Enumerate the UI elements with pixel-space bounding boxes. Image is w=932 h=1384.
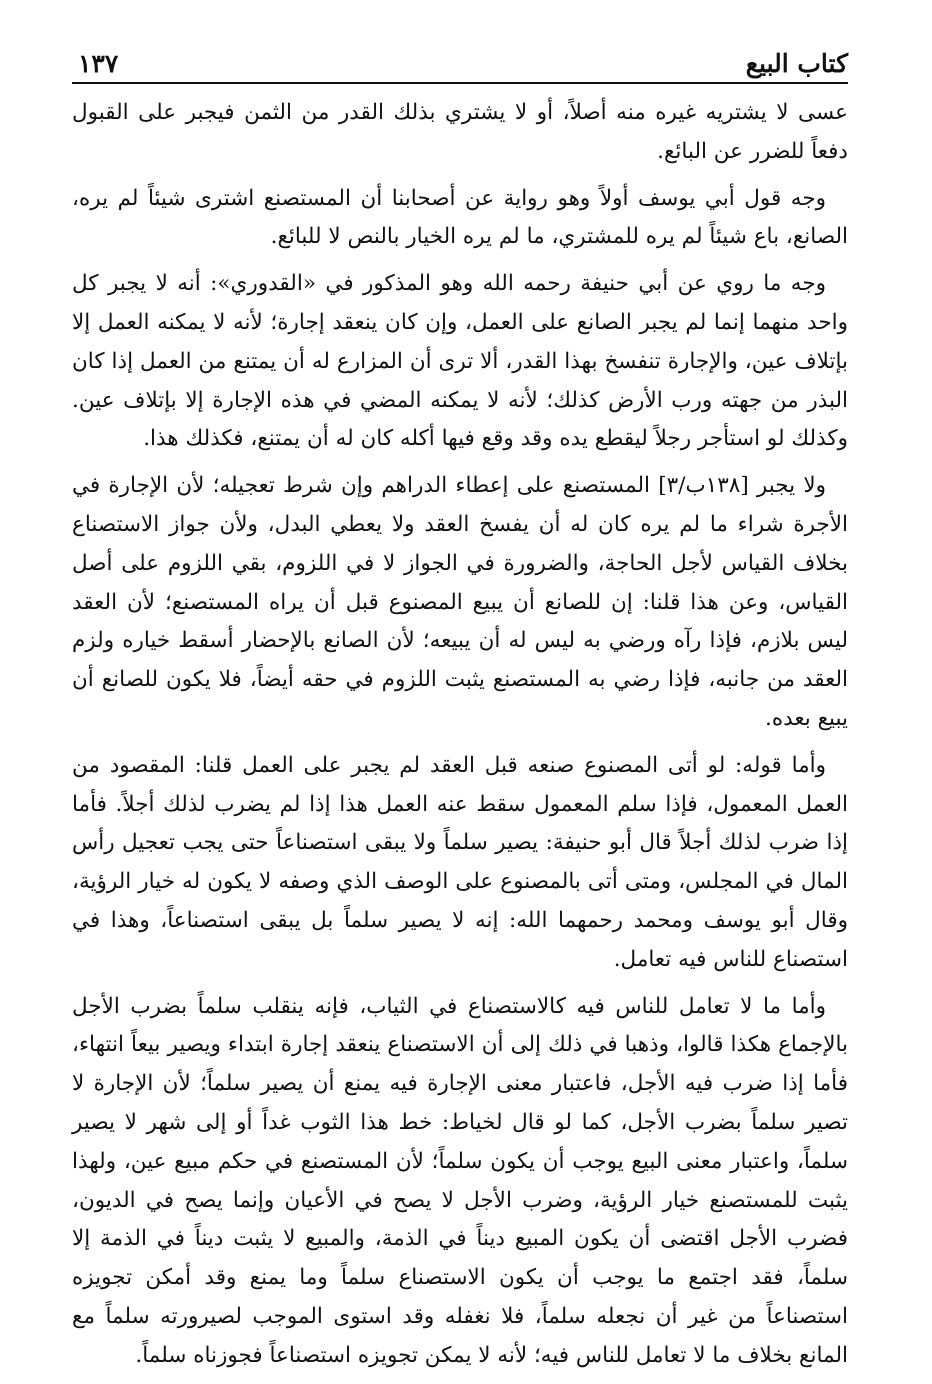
book-page (72, 36, 848, 1384)
paragraph: وجه قول أبي يوسف أولاً وهو رواية عن أصحابنا أن المستصنع اشترى شيئاً لم يره، الصانع، باع شيئاً لم يره للمشتري، ما لم يره الخيار بالنص لا للبائع. (72, 185, 848, 250)
paragraph: عسى لا يشتريه غيره منه أصلاً، أو لا يشتري بذلك القدر من الثمن فيجبر على القبول دفعاً للضرر عن البائع. (72, 100, 848, 164)
chapter-title: كتاب البيع (745, 49, 848, 78)
paragraph: وأما ما لا تعامل للناس فيه كالاستصناع في الثياب، فإنه ينقلب سلماً بضرب الأجل بالإجماع هكذا قالوا، وذهبا في ذلك إلى أن الاستصناع ينعقد إجارة ابتداء ويصير بيعاً انتهاء، فأما إذا ضرب فيه الأجل، فاعتبار معنى الإجارة فيه يمنع أن يصير سلماً؛ لأن الإجارة لا تصير سلماً بضرب الأجل، كما لو قال لخياط: خط هذا الثوب غداً أو إلى شهر لا يصير سلماً، واعتبار معنى البيع يوجب أن يكون سلماً؛ لأن المستصنع في حكم مبيع عين، ولهذا يثبت للمستصنع خيار الرؤية، وضرب الأجل لا يصح في الأعيان وإنما يصح في الديون، فضرب الأجل اقتضى أن يكون المبيع ديناً في الذمة، والمبيع لا يثبت ديناً في الذمة إلا سلماً، فقد اجتمع ما يوجب أن يكون الاستصناع سلماً وما يمنع وقد أمكن تجويزه استصناعاً من غير أن نجعله سلماً، فلا نغفله وقد استوى الموجب لصيرورته سلماً مع المانع بخلاف ما لا تعامل للناس فيه؛ لأنه لا يمكن تجويزه استصناعاً فجوزناه سلماً. (72, 993, 848, 1368)
page-body (72, 94, 848, 1376)
page-number: ١٣٧ (78, 49, 119, 78)
paragraph: ولا يجبر [١٣٨ب/٣] المستصنع على إعطاء الدراهم وإن شرط تعجيله؛ لأن الإجارة في الأجرة شراء ما لم يره كان له أن يفسخ العقد ولا يعطي البدل، ولأن جواز الاستصناع بخلاف القياس لأجل الحاجة، والضرورة في الجواز لا في اللزوم، بقي اللزوم على أصل القياس، وعن هذا قلنا: إن للصانع أن يبيع المصنوع قبل أن يراه المستصنع؛ لأن العقد ليس بلازم، فإذا رآه ورضي به ليس له أن يبيعه؛ لأن الصانع بالإحضار أسقط خياره ولزم العقد من جانبه، فإذا رضي به المستصنع يثبت اللزوم في حقه أيضاً، فلا يكون للصانع أن يبيع بعده. (72, 473, 848, 731)
paragraph: وجه ما روي عن أبي حنيفة رحمه الله وهو المذكور في «القدوري»: أنه لا يجبر كل واحد منهما إنما لم يجبر الصانع على العمل، وإن كان ينعقد إجارة؛ لأنه لا يمكنه العمل إلا بإتلاف عين، والإجارة تنفسخ بهذا القدر، ألا ترى أن المزارع له أن يمتنع من العمل إذا كان البذر من جهته ورب الأرض كذلك؛ لأنه لا يمكنه المضي في هذه الإجارة إلا بإتلاف عين. وكذلك لو استأجر رجلاً ليقطع يده وقد وقع فيها أكله كان له أن يمتنع، فكذلك هذا. (72, 271, 848, 452)
page-header (72, 36, 848, 84)
paragraph: وأما قوله: لو أتى المصنوع صنعه قبل العقد لم يجبر على العمل قلنا: المقصود من العمل المعمول، فإذا سلم المعمول سقط عنه العمل هذا إذا لم يضرب لذلك أجلاً. فأما إذا ضرب لذلك أجلاً قال أبو حنيفة: يصير سلماً ولا يبقى استصناعاً حتى يجب تعجيل رأس المال في المجلس، ومتى أتى بالمصنوع على الوصف الذي وصفه لا يكون له خيار الرؤية، وقال أبو يوسف ومحمد رحمهما الله: إنه لا يصير سلماً بل يبقى استصناعاً، وهذا في استصناع للناس فيه تعامل. (72, 752, 848, 972)
